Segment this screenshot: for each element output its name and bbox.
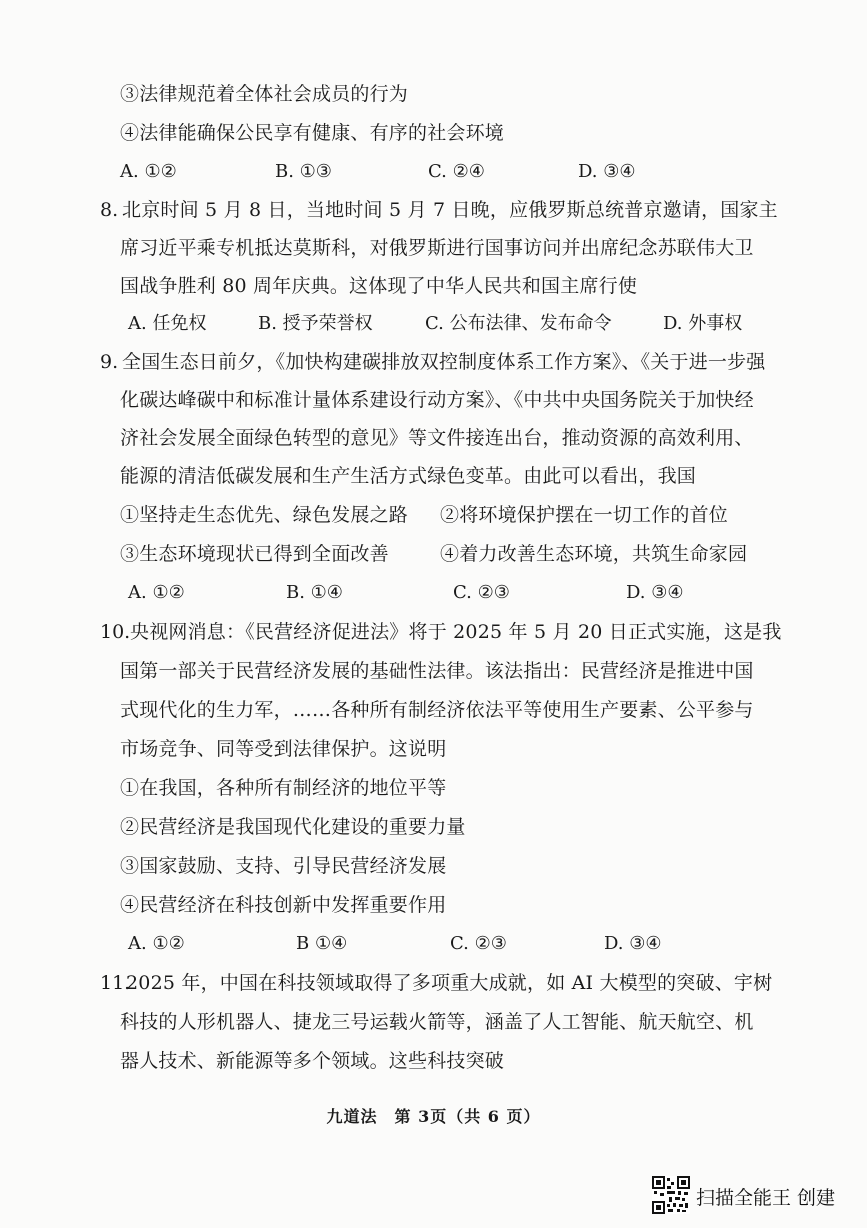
q9-option-d: D. ③④ (626, 582, 684, 603)
q7-option-a: A. ①② (120, 161, 177, 182)
q10-option-a: A. ①② (128, 933, 185, 954)
q9-line-4: 能源的清洁低碳发展和生产生活方式绿色变革。由此可以看出，我国 (120, 465, 697, 487)
q8-option-b: B. 授予荣誉权 (258, 313, 373, 334)
q10-line-2: 国第一部关于民营经济发展的基础性法律。该法指出：民营经济是推进中国 (120, 660, 754, 682)
q9-item-3: ③生态环境现状已得到全面改善 (120, 543, 389, 565)
q9-item-2: ②将环境保护摆在一切工作的首位 (440, 504, 729, 526)
q9-line-2: 化碳达峰碳中和标准计量体系建设行动方案》、《中共中央国务院关于加快经 (120, 389, 754, 411)
q9-option-c: C. ②③ (453, 582, 510, 603)
q8-option-d: D. 外事权 (663, 313, 743, 334)
q7-option-b: B. ①③ (275, 161, 332, 182)
q8-line-2: 席习近平乘专机抵达莫斯科，对俄罗斯进行国事访问并出席纪念苏联伟大卫 (120, 237, 754, 259)
q11-line-1: 2025 年，中国在科技领域取得了多项重大成就，如 AI 大模型的突破、宇树 (126, 972, 773, 994)
q10-line-1: 央视网消息：《民营经济促进法》将于 2025 年 5 月 20 日正式实施，这是我 (130, 621, 782, 643)
q9-option-a: A. ①② (128, 582, 185, 603)
q10-item-2: ②民营经济是我国现代化建设的重要力量 (120, 816, 466, 838)
q11-line-2: 科技的人形机器人、捷龙三号运载火箭等，涵盖了人工智能、航天航空、机 (120, 1011, 754, 1033)
q10-item-4: ④民营经济在科技创新中发挥重要作用 (120, 894, 447, 916)
q10-option-d: D. ③④ (604, 933, 662, 954)
q9-number: 9. (100, 351, 119, 373)
q10-line-4: 市场竞争、同等受到法律保护。这说明 (120, 738, 447, 760)
q10-item-3: ③国家鼓励、支持、引导民营经济发展 (120, 855, 447, 877)
qr-code-icon (652, 1176, 690, 1214)
q10-option-c: C. ②③ (450, 933, 507, 954)
q8-line-3: 国战争胜利 80 周年庆典。这体现了中华人民共和国主席行使 (120, 275, 638, 297)
q7-option-c: C. ②④ (428, 161, 485, 182)
q7-item-3: ③法律规范着全体社会成员的行为 (120, 83, 409, 105)
q7-item-4: ④法律能确保公民享有健康、有序的社会环境 (120, 122, 505, 144)
q10-number: 10. (100, 621, 131, 643)
q9-item-1: ①坚持走生态优先、绿色发展之路 (120, 504, 409, 526)
q8-option-a: A. 任免权 (128, 313, 207, 334)
q10-option-b: B ①④ (296, 933, 348, 954)
q9-line-1: 全国生态日前夕，《加快构建碳排放双控制度体系工作方案》、《关于进一步强 (122, 351, 766, 373)
q8-line-1: 北京时间 5 月 8 日，当地时间 5 月 7 日晚，应俄罗斯总统普京邀请，国家主 (122, 199, 778, 221)
q9-line-3: 济社会发展全面绿色转型的意见》等文件接连出台，推动资源的高效利用、 (120, 427, 754, 449)
page-footer: 九道法 第 3页（共 6 页） (326, 1107, 541, 1126)
q10-item-1: ①在我国，各种所有制经济的地位平等 (120, 777, 447, 799)
q11-line-3: 器人技术、新能源等多个领域。这些科技突破 (120, 1050, 505, 1072)
q7-option-d: D. ③④ (578, 161, 636, 182)
q9-option-b: B. ①④ (286, 582, 343, 603)
q8-number: 8. (100, 199, 119, 221)
q8-option-c: C. 公布法律、发布命令 (425, 313, 612, 334)
q11-number: 11. (100, 972, 131, 994)
q9-item-4: ④着力改善生态环境，共筑生命家园 (440, 543, 748, 565)
scanner-brand-watermark: 扫描全能王 创建 (696, 1187, 836, 1209)
q10-line-3: 式现代化的生力军，……各种所有制经济依法平等使用生产要素、公平参与 (120, 699, 754, 721)
